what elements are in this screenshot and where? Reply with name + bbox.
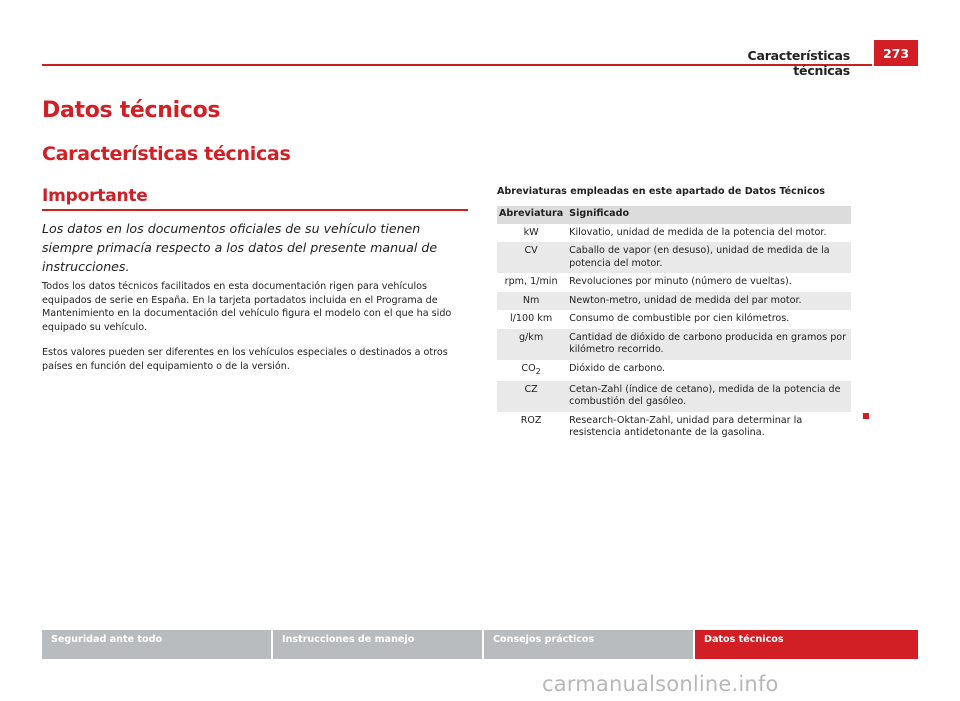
meaning-cell: Newton-metro, unidad de medida del par motor. [565, 292, 851, 311]
table-row [497, 412, 851, 443]
table-header-row [497, 206, 851, 224]
table-row [497, 242, 851, 273]
table-caption: Abreviaturas empleadas en este apartado de Datos Técnicos [497, 186, 825, 197]
paragraph-1: Todos los datos técnicos facilitados en esta documentación rigen para vehículos equipados de serie en España. En la tarjeta portadatos incluida en el Programa de Mantenimiento en la documentación del vehículo figura el modelo con el que ha sido equipado su vehículo. [42, 281, 452, 333]
abbr-cell: ROZ [497, 412, 565, 443]
page-number: 273 [874, 40, 918, 66]
watermark: carmanualsonline.info [542, 672, 779, 696]
abbr-cell-subscript: 2 [535, 366, 541, 376]
table-row [497, 360, 851, 381]
meaning-cell: Revoluciones por minuto (número de vueltas). [565, 273, 851, 292]
meaning-cell: Kilovatio, unidad de medida de la potencia del motor. [565, 224, 851, 243]
header-section-title: Características técnicas [747, 48, 850, 78]
meaning-cell: Consumo de combustible por cien kilómetros. [565, 310, 851, 329]
table-row [497, 310, 851, 329]
paragraph-2: Estos valores pueden ser diferentes en los vehículos especiales o destinados a otros países en función del equipamiento o de la versión. [42, 347, 448, 372]
table-row [497, 329, 851, 360]
meaning-cell: Cantidad de dióxido de carbono producida en gramos por kilómetro recorrido. [565, 329, 851, 360]
footer-navigation [42, 630, 918, 659]
meaning-cell: Dióxido de carbono. [565, 360, 851, 381]
abbr-cell: CZ [497, 381, 565, 412]
table-row [497, 381, 851, 412]
header-abbreviation: Abreviatura [497, 206, 565, 224]
table-row [497, 273, 851, 292]
meaning-cell: Cetan-Zahl (índice de cetano), medida de la potencia de combustión del gasóleo. [565, 381, 851, 412]
abbreviations-table [497, 206, 851, 443]
abbr-cell-main: CO [521, 362, 536, 374]
table-row [497, 292, 851, 311]
footer-tab-seguridad[interactable]: Seguridad ante todo [42, 630, 271, 659]
abbr-cell: CV [497, 242, 565, 273]
footer-tab-consejos[interactable]: Consejos prácticos [484, 630, 693, 659]
meaning-cell: Caballo de vapor (en desuso), unidad de medida de la potencia del motor. [565, 242, 851, 273]
abbr-cell: g/km [497, 329, 565, 360]
table-row [497, 224, 851, 243]
meaning-cell: Research-Oktan-Zahl, unidad para determinar la resistencia antidetonante de la gasolina. [565, 412, 851, 443]
abbr-cell: rpm, 1/min [497, 273, 565, 292]
footer-tab-instrucciones[interactable]: Instrucciones de manejo [273, 630, 482, 659]
abbr-cell: l/100 km [497, 310, 565, 329]
page-title: Datos técnicos [42, 98, 221, 123]
header-meaning: Significado [565, 206, 851, 224]
page-subtitle: Características técnicas [42, 143, 291, 165]
abbr-cell: kW [497, 224, 565, 243]
lead-text: Los datos en los documentos oficiales de su vehículo tienen siempre primacía respecto a los datos del presente manual de instrucciones. [42, 221, 438, 274]
section-heading: Importante [42, 186, 148, 206]
section-heading-rule [42, 209, 468, 211]
abbr-cell [497, 360, 565, 381]
footer-tab-datos-tecnicos[interactable]: Datos técnicos [695, 630, 918, 659]
abbr-cell: Nm [497, 292, 565, 311]
section-end-marker [863, 413, 869, 419]
